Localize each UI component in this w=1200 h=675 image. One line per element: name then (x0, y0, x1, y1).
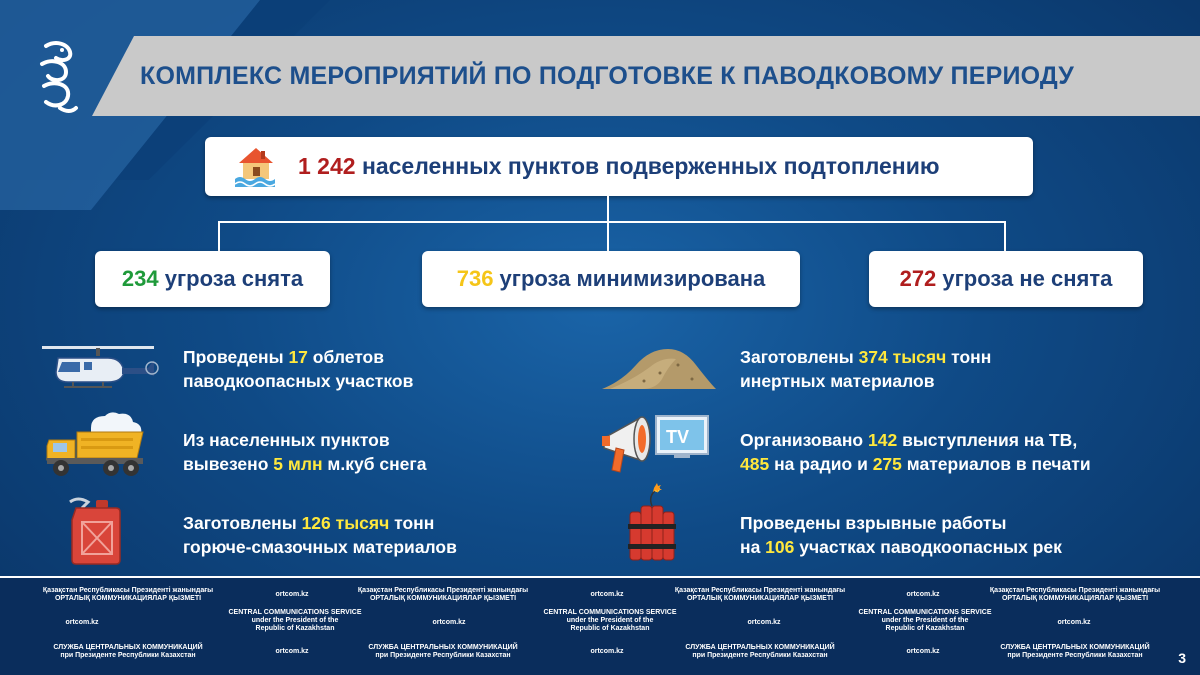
summary-label: населенных пунктов подверженных подтоплению (355, 153, 940, 179)
footer-kz-org: Қазақстан Республикасы Президенті жанындағы ОРТАЛЫҚ КОММУНИКАЦИЯЛАР ҚЫЗМЕТІ (357, 587, 529, 602)
right-item-text: Организовано 142 выступления на ТВ, 485 на радио и 275 материалов в печати (740, 430, 1091, 474)
fuel-canister-icon (66, 496, 124, 566)
footer-site: ortcom.kz (432, 619, 466, 626)
left-item-text: Заготовлены 126 тысяч тонн горюче-смазочных материалов (183, 513, 457, 557)
footer-ru-org: СЛУЖБА ЦЕНТРАЛЬНЫХ КОММУНИКАЦИЙ при Президенте Республики Казахстан (368, 644, 518, 659)
dump-truck-icon (45, 410, 145, 480)
page-number: 3 (1178, 650, 1186, 666)
summary-text (298, 137, 939, 196)
footer-ru-org: СЛУЖБА ЦЕНТРАЛЬНЫХ КОММУНИКАЦИЙ при Президенте Республики Казахстан (1000, 644, 1150, 659)
summary-value: 1 242 (298, 153, 356, 179)
dynamite-icon (624, 482, 680, 566)
category-label: угроза минимизирована (493, 266, 766, 291)
category-threat-removed (95, 251, 330, 307)
category-label: угроза снята (158, 266, 304, 291)
footer-kz-org: Қазақстан Республикасы Президенті жанындағы ОРТАЛЫҚ КОММУНИКАЦИЯЛАР ҚЫЗМЕТІ (989, 587, 1161, 602)
category-threat-minimized (422, 251, 800, 307)
connector-line (218, 221, 220, 251)
sand-pile-icon (600, 345, 718, 393)
left-item-text: Из населенных пунктов вывезено 5 млн м.куб снега (183, 430, 427, 474)
footer-kz-org: Қазақстан Республикасы Президенті жанындағы ОРТАЛЫҚ КОММУНИКАЦИЯЛАР ҚЫЗМЕТІ (674, 587, 846, 602)
category-label: угроза не снята (936, 266, 1113, 291)
svg-text:TV: TV (666, 427, 690, 447)
right-item-text: Проведены взрывные работы на 106 участках паводкоопасных рек (740, 513, 1062, 557)
footer-ru-org: СЛУЖБА ЦЕНТРАЛЬНЫХ КОММУНИКАЦИЙ при Президенте Республики Казахстан (685, 644, 835, 659)
footer-site: ortcom.kz (590, 591, 624, 598)
footer-en-org: CENTRAL COMMUNICATIONS SERVICE under the President of the Republic of Kazakhstan (543, 609, 677, 632)
category-value: 234 (121, 266, 159, 291)
footer-en-org: CENTRAL COMMUNICATIONS SERVICE under the President of the Republic of Kazakhstan (228, 609, 362, 632)
footer-site: ortcom.kz (1057, 619, 1091, 626)
summary-box (205, 137, 1033, 196)
footer-site: ortcom.kz (65, 619, 99, 626)
megaphone-tv-icon (600, 410, 712, 478)
category-value: 272 (899, 266, 937, 291)
snow-leopard-logo-icon (32, 38, 82, 118)
footer-site: ortcom.kz (747, 619, 781, 626)
page-title: КОМПЛЕКС МЕРОПРИЯТИЙ ПО ПОДГОТОВКЕ К ПАВОДКОВОМУ ПЕРИОДУ (140, 62, 1075, 90)
connector-line (1004, 221, 1006, 251)
connector-line (607, 221, 609, 251)
footer-kz-org: Қазақстан Республикасы Президенті жанындағы ОРТАЛЫҚ КОММУНИКАЦИЯЛАР ҚЫЗМЕТІ (42, 587, 214, 602)
footer-site: ortcom.kz (275, 648, 309, 655)
footer-site: ortcom.kz (906, 648, 940, 655)
footer-site: ortcom.kz (275, 591, 309, 598)
right-item-text: Заготовлены 374 тысяч тонн инертных материалов (740, 347, 992, 391)
category-value: 736 (456, 266, 494, 291)
helicopter-icon (38, 340, 160, 396)
footer-site: ortcom.kz (590, 648, 624, 655)
connector-line (607, 196, 609, 222)
connector-line (218, 221, 1006, 223)
footer-site: ortcom.kz (906, 591, 940, 598)
footer-en-org: CENTRAL COMMUNICATIONS SERVICE under the President of the Republic of Kazakhstan (858, 609, 992, 632)
left-item-text: Проведены 17 облетов паводкоопасных участков (183, 347, 414, 391)
footer-ru-org: СЛУЖБА ЦЕНТРАЛЬНЫХ КОММУНИКАЦИЙ при Президенте Республики Казахстан (53, 644, 203, 659)
flooded-house-icon (233, 143, 279, 189)
footer (0, 578, 1200, 675)
category-threat-not-removed (869, 251, 1143, 307)
